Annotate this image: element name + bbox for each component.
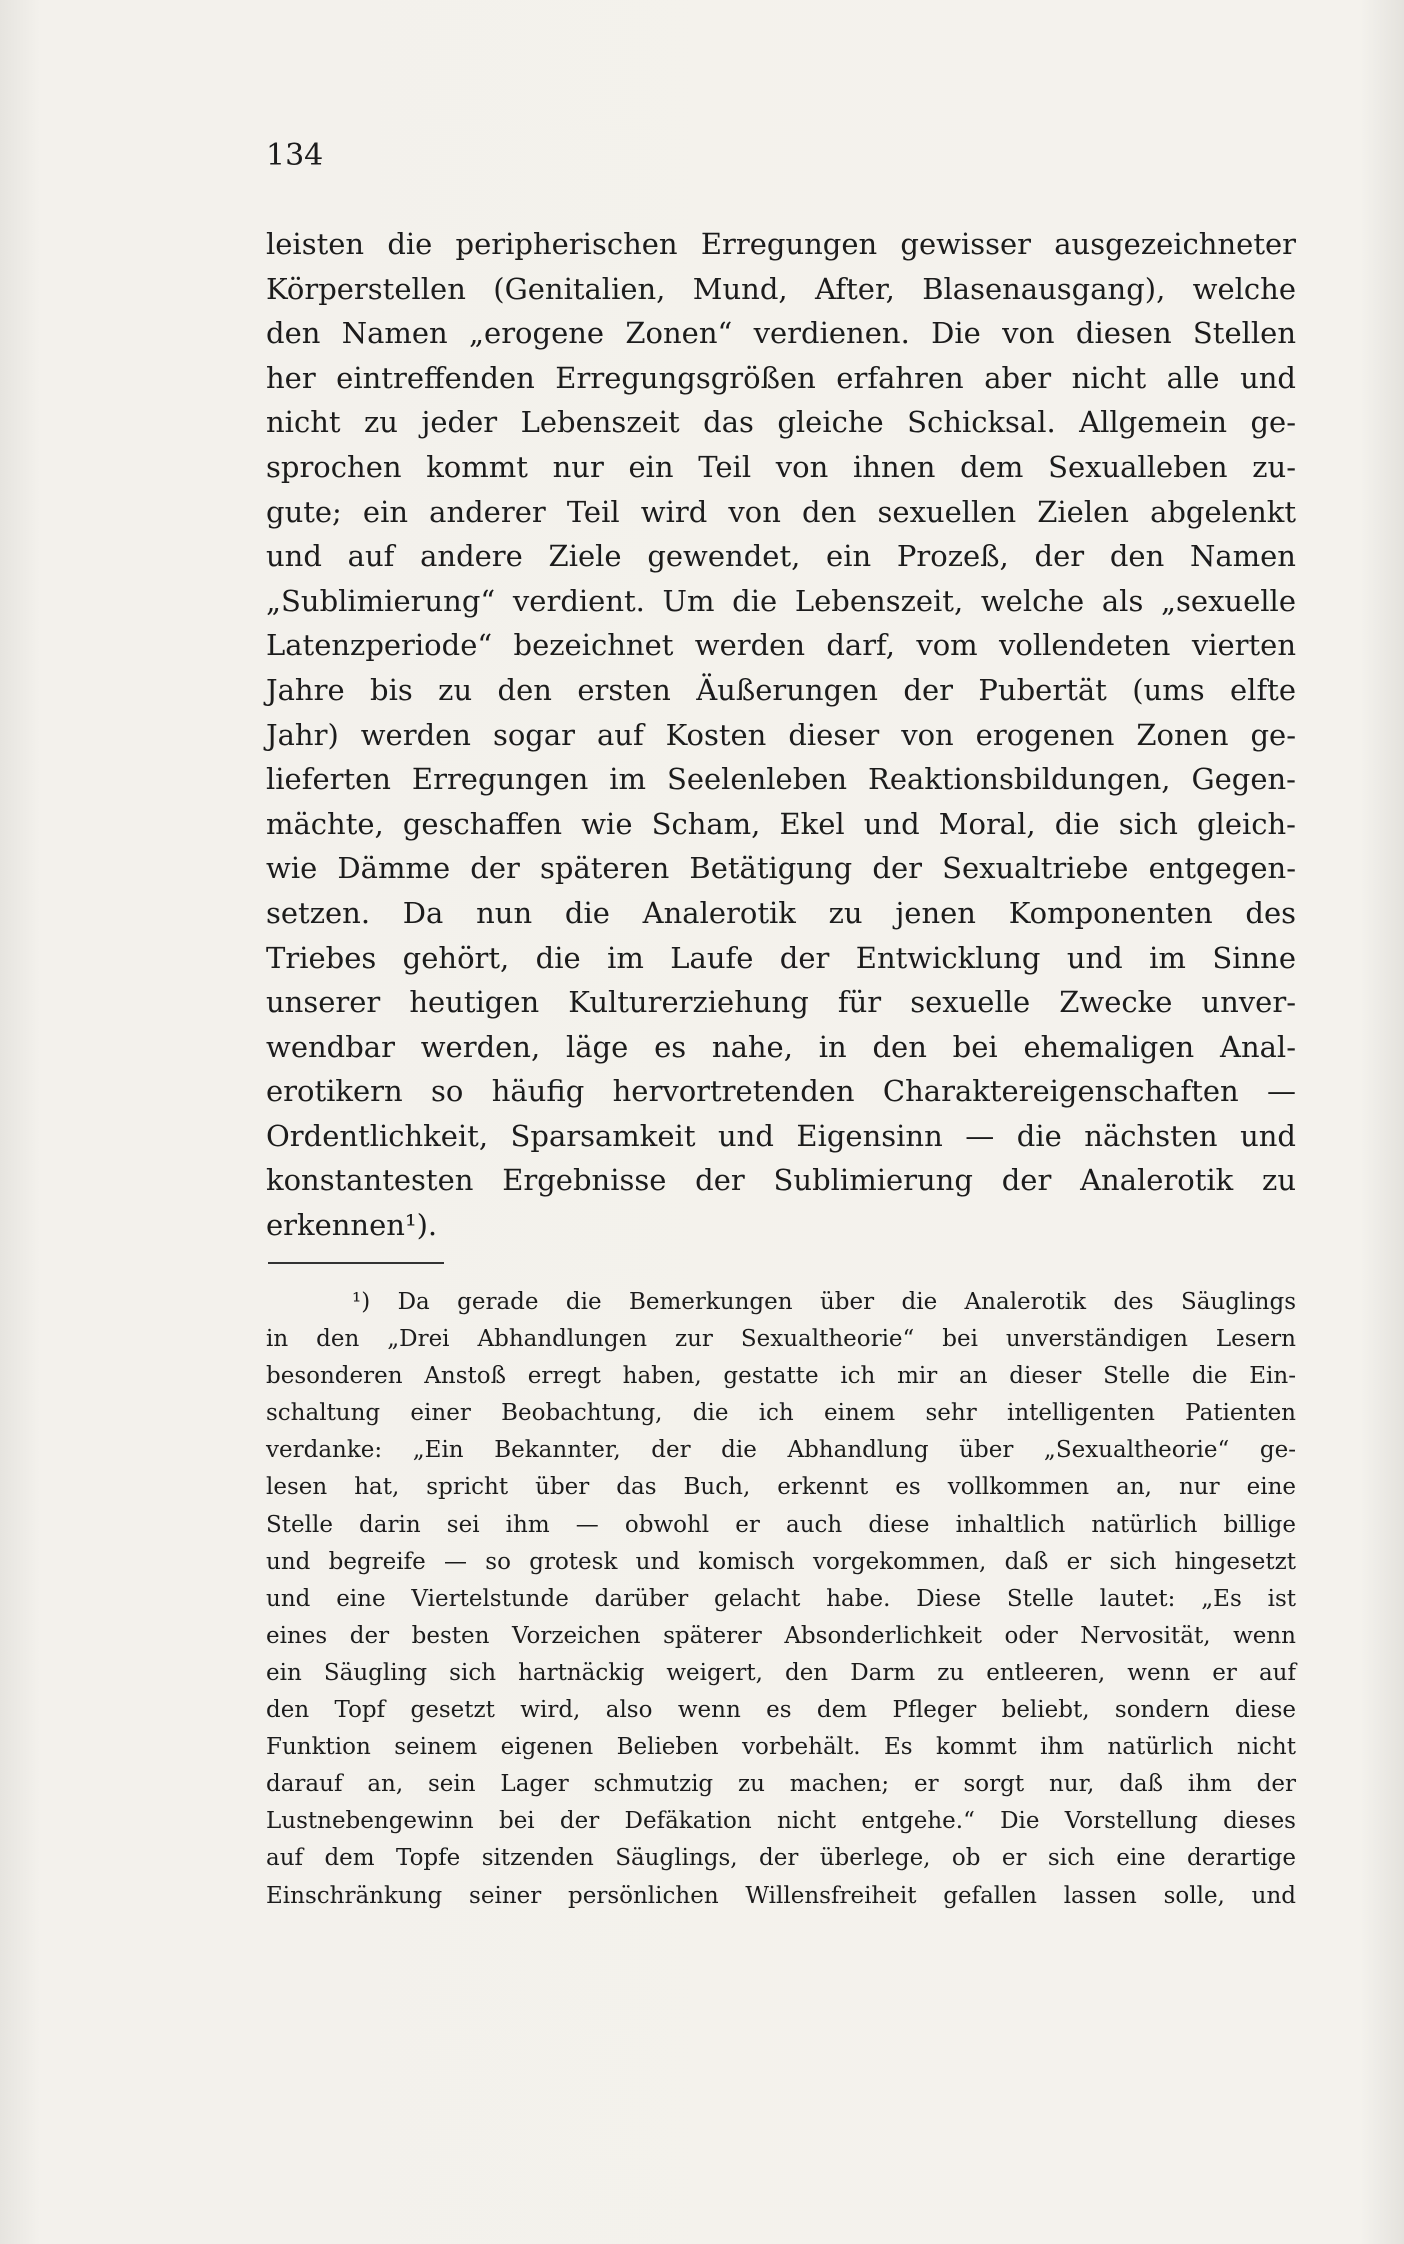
footnote-line: Funktion seinem eigenen Belieben vorbehält. Es kommt ihm natürlich nicht [266,1734,1296,1761]
body-line: gute; ein anderer Teil wird von den sexuellen Zielen abgelenkt [266,494,1296,529]
footnote-line: Einschränkung seiner persönlichen Willensfreiheit gefallen lassen solle, und [266,1882,1296,1909]
body-line: sprochen kommt nur ein Teil von ihnen dem Sexualleben zu- [266,449,1296,484]
body-line: mächte, geschaffen wie Scham, Ekel und Moral, die sich gleich- [266,806,1296,841]
body-line: her eintreffenden Erregungsgrößen erfahren aber nicht alle und [266,360,1296,395]
body-line: wendbar werden, läge es nahe, in den bei ehemaligen Anal- [266,1029,1296,1064]
footnote-line: und begreife — so grotesk und komisch vorgekommen, daß er sich hingesetzt [266,1548,1296,1575]
body-line: Jahr) werden sogar auf Kosten dieser von erogenen Zonen ge- [266,717,1296,752]
footnote-line: besonderen Anstoß erregt haben, gestatte ich mir an dieser Stelle die Ein- [266,1363,1296,1390]
footnote [266,1284,1296,1915]
body-line: Triebes gehört, die im Laufe der Entwicklung und im Sinne [266,940,1296,975]
footnote-line: auf dem Topfe sitzenden Säuglings, der überlege, ob er sich eine derartige [266,1845,1296,1872]
footnote-line: ¹) Da gerade die Bemerkungen über die Analerotik des Säuglings [352,1289,1296,1315]
body-line: „Sublimierung“ verdient. Um die Lebenszeit, welche als „sexuelle [266,583,1296,618]
footnote-divider [268,1262,444,1264]
body-line: wie Dämme der späteren Betätigung der Sexualtriebe entgegen- [266,851,1296,886]
footnote-line: ein Säugling sich hartnäckig weigert, den Darm zu entleeren, wenn er auf [266,1659,1296,1686]
footnote-line: verdanke: „Ein Bekannter, der die Abhandlung über „Sexualtheorie“ ge- [266,1437,1296,1464]
body-line: Jahre bis zu den ersten Äußerungen der Pubertät (ums elfte [266,672,1296,707]
body-line: den Namen „erogene Zonen“ verdienen. Die von diesen Stellen [266,316,1296,351]
body-line: nicht zu jeder Lebenszeit das gleiche Schicksal. Allgemein ge- [266,405,1296,440]
footnote-line: darauf an, sein Lager schmutzig zu machen; er sorgt nur, daß ihm der [266,1771,1296,1798]
body-line: leisten die peripherischen Erregungen gewisser ausgezeichneter [266,227,1296,261]
footnote-line: eines der besten Vorzeichen späterer Absonderlichkeit oder Nervosität, wenn [266,1622,1296,1649]
body-line: und auf andere Ziele gewendet, ein Prozeß, der den Namen [266,539,1296,574]
body-line: Ordentlichkeit, Sparsamkeit und Eigensinn — die nächsten und [266,1118,1296,1153]
body-line: Körperstellen (Genitalien, Mund, After, Blasenausgang), welche [266,271,1296,306]
footnote-line: Stelle darin sei ihm — obwohl er auch diese inhaltlich natürlich billige [266,1511,1296,1538]
body-line: lieferten Erregungen im Seelenleben Reaktionsbildungen, Gegen- [266,762,1296,797]
body-text [266,222,1296,1248]
body-line: erkennen¹). [266,1208,438,1243]
body-line: unserer heutigen Kulturerziehung für sexuelle Zwecke unver- [266,985,1296,1020]
footnote-line: und eine Viertelstunde darüber gelacht habe. Diese Stelle lautet: „Es ist [266,1585,1296,1612]
body-line: Latenzperiode“ bezeichnet werden darf, vom vollendeten vierten [266,628,1296,663]
body-line: erotikern so häufig hervortretenden Charaktereigenschaften — [266,1074,1296,1109]
footnote-line: schaltung einer Beobachtung, die ich einem sehr intelligenten Patienten [266,1400,1296,1427]
footnote-line: den Topf gesetzt wird, also wenn es dem Pfleger beliebt, sondern diese [266,1697,1296,1724]
footnote-line: lesen hat, spricht über das Buch, erkennt es vollkommen an, nur eine [266,1474,1296,1501]
footnote-line: in den „Drei Abhandlungen zur Sexualtheorie“ bei unverständigen Lesern [266,1326,1296,1353]
body-line: setzen. Da nun die Analerotik zu jenen Komponenten des [266,895,1296,930]
page-number: 134 [266,138,324,173]
footnote-line: Lustnebengewinn bei der Defäkation nicht entgehe.“ Die Vorstellung dieses [266,1808,1296,1835]
body-line: konstantesten Ergebnisse der Sublimierung der Analerotik zu [266,1163,1296,1198]
